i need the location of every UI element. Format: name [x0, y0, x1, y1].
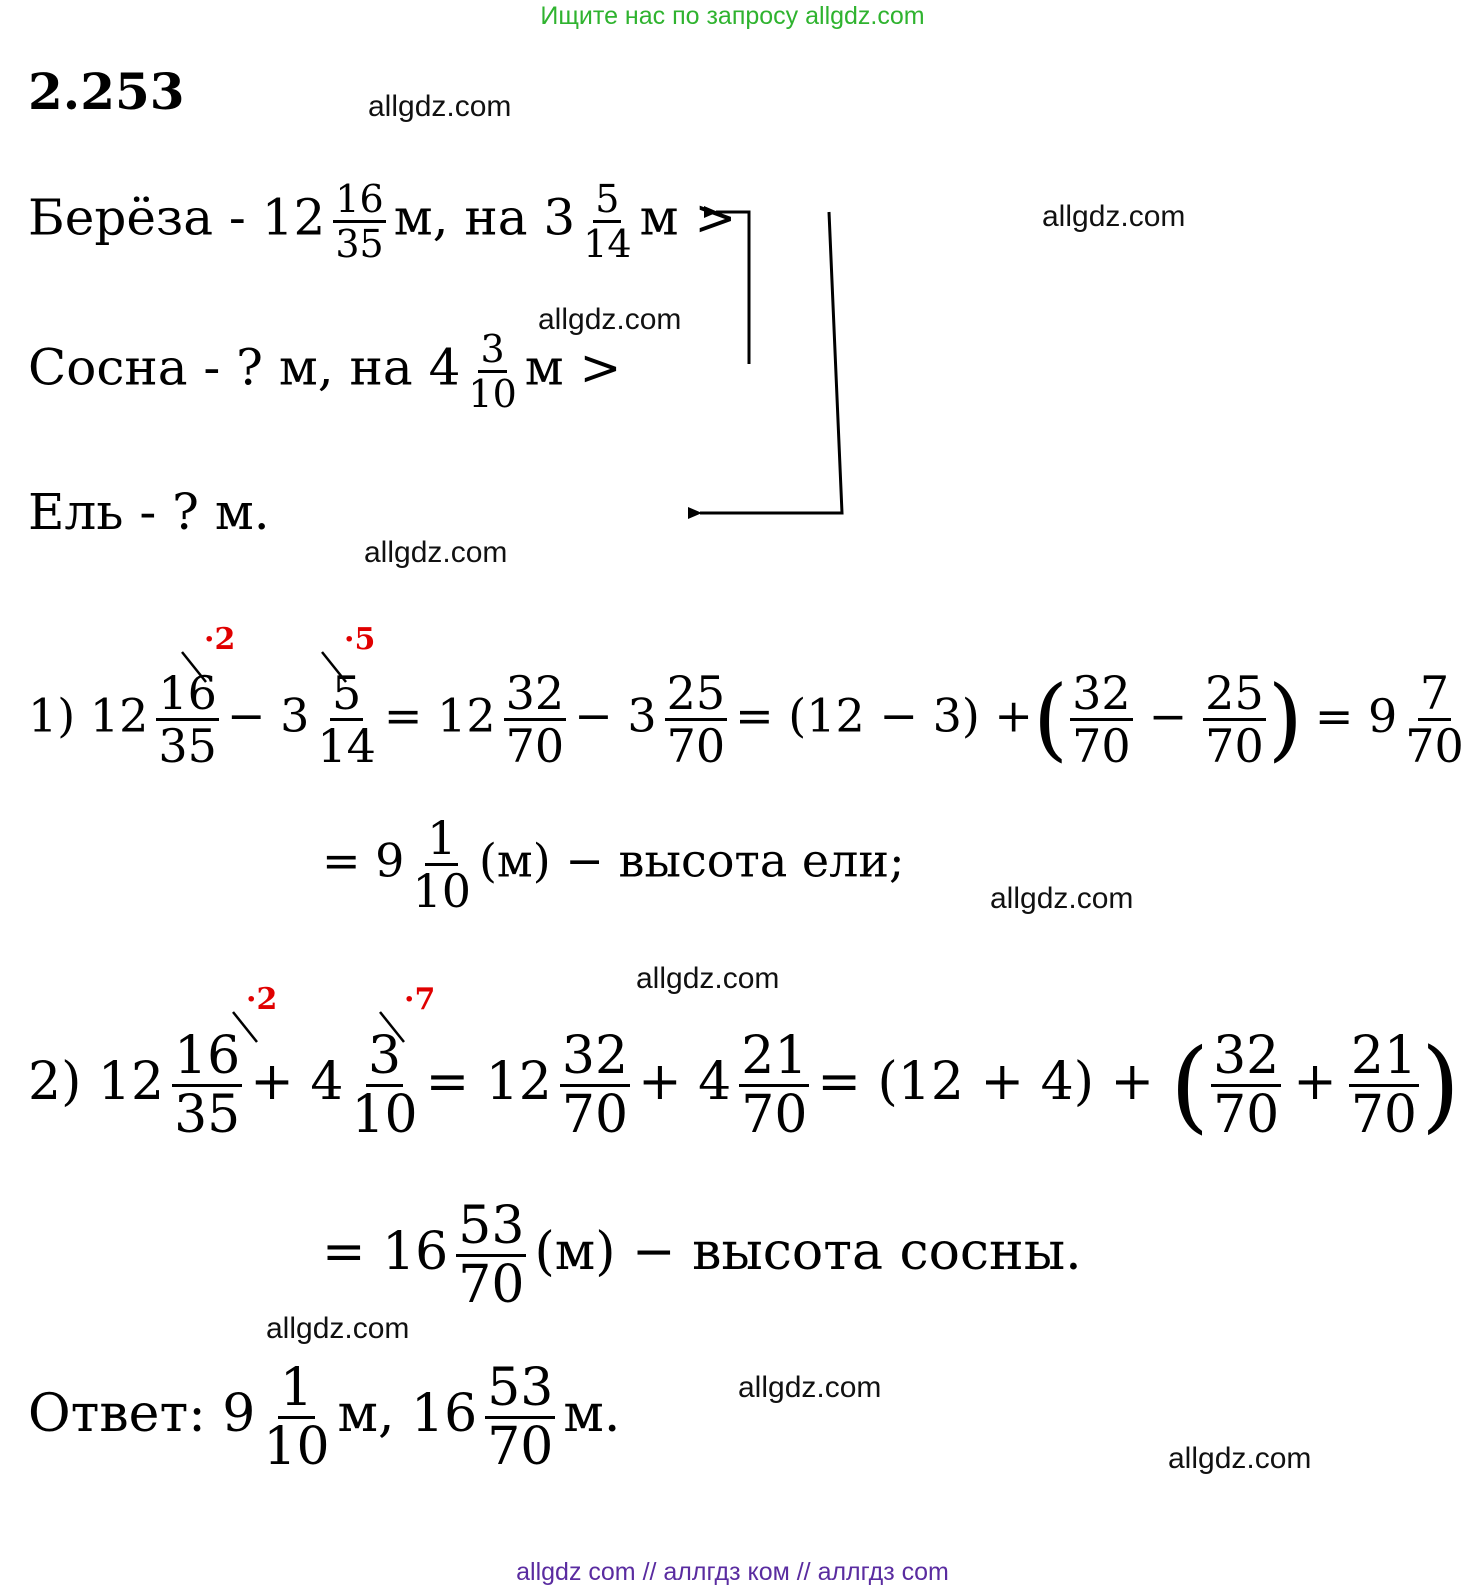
- answer: [28, 1358, 621, 1477]
- fraction: [317, 666, 376, 773]
- fraction: [504, 666, 567, 773]
- given-spruce-label: Ель - ? м.: [28, 483, 270, 541]
- result-prefix: = 16: [322, 1222, 449, 1282]
- step-2: [28, 1026, 1461, 1145]
- paren-close: ): [1421, 1026, 1461, 1144]
- numerator: 32: [1213, 1026, 1280, 1086]
- operator: −: [1148, 688, 1188, 743]
- paren-open: (: [1032, 666, 1069, 772]
- top-banner: Ищите нас по запросу allgdz.com: [540, 2, 925, 30]
- step-1: [28, 666, 1465, 773]
- given-pine-label: Сосна - ? м, на 4: [28, 338, 461, 397]
- result-suffix: (м) − высота сосны.: [534, 1222, 1082, 1282]
- operator: = 9: [1314, 688, 1398, 743]
- denominator: 35: [158, 719, 217, 773]
- watermark: allgdz.com: [266, 1312, 410, 1345]
- given-pine-end: м >: [524, 338, 622, 397]
- denominator: 10: [468, 372, 517, 416]
- given-birch-mid: м, на 3: [393, 188, 576, 247]
- denominator: 70: [1205, 719, 1264, 773]
- numerator: 32: [505, 666, 565, 720]
- numerator: 53: [487, 1358, 554, 1418]
- answer-end: м.: [563, 1384, 621, 1444]
- multiplier: ·2: [246, 982, 278, 1017]
- denominator: 70: [1350, 1085, 1418, 1145]
- arrow-to-birch: [716, 212, 749, 364]
- denominator: 10: [412, 864, 471, 918]
- watermark: allgdz.com: [1042, 200, 1186, 233]
- multiplier: ·2: [204, 622, 236, 657]
- given-birch-end: м >: [639, 188, 737, 247]
- answer-prefix: Ответ: 9: [28, 1384, 256, 1444]
- denominator: 70: [505, 719, 565, 773]
- numerator: 21: [1350, 1026, 1418, 1086]
- denominator: 70: [458, 1255, 525, 1315]
- fraction: [1405, 666, 1464, 773]
- operator: +: [1293, 1052, 1337, 1112]
- numerator: 1: [427, 811, 457, 865]
- watermark: allgdz.com: [364, 536, 508, 569]
- denominator: 70: [1213, 1085, 1280, 1145]
- fraction: [665, 666, 728, 773]
- step-2-prefix: 2) 12: [28, 1052, 165, 1112]
- numerator: 25: [1205, 666, 1264, 720]
- numerator: 32: [1072, 666, 1131, 720]
- problem-number: 2.253: [28, 62, 185, 121]
- paren-open: (: [1170, 1026, 1210, 1144]
- operator: = (12 − 3) +: [735, 688, 1033, 743]
- denominator: 70: [561, 1085, 629, 1145]
- denominator: 70: [1405, 719, 1464, 773]
- numerator: 5: [331, 666, 362, 720]
- denominator: 10: [351, 1085, 418, 1145]
- denominator: 14: [317, 719, 376, 773]
- step-1-result: [322, 811, 905, 918]
- denominator: 35: [174, 1085, 241, 1145]
- watermark: allgdz.com: [738, 1371, 882, 1404]
- result-prefix: = 9: [322, 833, 405, 888]
- operator: − 3: [574, 688, 657, 743]
- numerator: 16: [174, 1026, 241, 1086]
- footer: allgdz com // аллгдз ком // аллгдз com: [516, 1558, 949, 1586]
- denominator: 70: [1072, 719, 1131, 773]
- fraction: [1070, 666, 1133, 773]
- fraction: [1211, 1026, 1281, 1145]
- denominator: 14: [583, 222, 632, 266]
- fraction: [1349, 1026, 1419, 1145]
- given-birch-label: Берёза - 12: [28, 188, 326, 247]
- denominator: 35: [335, 222, 384, 266]
- numerator: 25: [666, 666, 726, 720]
- step-1-prefix: 1) 12: [28, 688, 149, 743]
- numerator: 32: [561, 1026, 629, 1086]
- operator: + 4: [638, 1052, 732, 1112]
- paren-close: ): [1267, 666, 1303, 772]
- operator: − 3: [226, 688, 310, 743]
- fraction: [560, 1026, 630, 1145]
- watermark: allgdz.com: [1168, 1442, 1312, 1475]
- multiplier: ·7: [404, 982, 436, 1017]
- watermark: allgdz.com: [538, 303, 682, 336]
- denominator: 70: [741, 1085, 808, 1145]
- operator: = 12: [383, 688, 496, 743]
- watermark: allgdz.com: [368, 90, 512, 123]
- denominator: 70: [666, 719, 726, 773]
- fraction: [456, 1196, 526, 1315]
- numerator: 3: [480, 327, 505, 371]
- operator: + 4: [250, 1052, 344, 1112]
- numerator: 3: [367, 1026, 402, 1086]
- numerator: 5: [595, 177, 620, 221]
- fraction: [172, 1026, 242, 1145]
- operator: = 12: [425, 1052, 552, 1112]
- numerator: 16: [335, 177, 384, 221]
- denominator: 70: [487, 1417, 554, 1477]
- multiplier: ·5: [344, 622, 376, 657]
- answer-mid: м, 16: [337, 1384, 478, 1444]
- numerator: 21: [741, 1026, 808, 1086]
- numerator: 7: [1419, 666, 1450, 720]
- fraction: [1203, 666, 1266, 773]
- fraction: [739, 1026, 809, 1145]
- watermark: allgdz.com: [990, 882, 1134, 915]
- numerator: 53: [458, 1196, 525, 1256]
- numerator: 1: [279, 1358, 313, 1418]
- numerator: 16: [158, 666, 217, 720]
- denominator: 10: [263, 1417, 330, 1477]
- result-suffix: (м) − высота ели;: [478, 833, 905, 888]
- operator: = (12 + 4) +: [817, 1052, 1155, 1112]
- arrow-to-spruce: [700, 212, 842, 513]
- fraction: [485, 1358, 555, 1477]
- step-2-result: [322, 1196, 1082, 1315]
- watermark: allgdz.com: [636, 962, 780, 995]
- fraction: [156, 666, 219, 773]
- fraction: [412, 811, 471, 918]
- fraction: [263, 1358, 330, 1477]
- fraction: [351, 1026, 418, 1145]
